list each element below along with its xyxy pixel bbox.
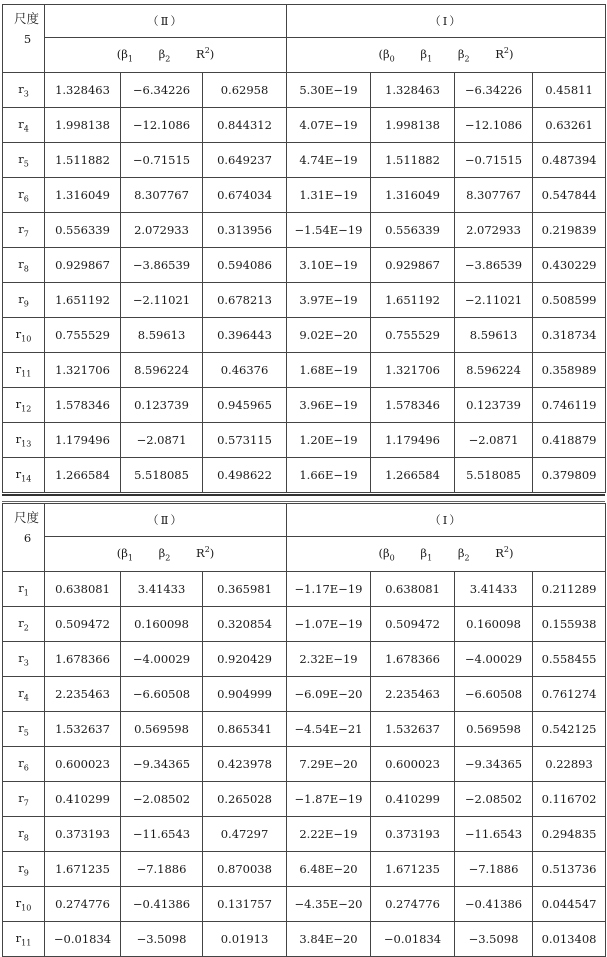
table-row [3,283,606,318]
coef-label: $R^2$) [196,545,215,561]
row-index: 6 [23,763,29,773]
tables-root [2,4,605,957]
value-cell: 0.556339 [45,213,121,248]
value-cell: 0.013408 [533,922,606,957]
row-index: 6 [23,194,29,204]
value-cell: −4.00029 [121,642,203,677]
value-cell: 0.01913 [203,922,287,957]
table-row [3,318,606,353]
row-index: 8 [23,833,29,843]
value-cell: 0.320854 [203,607,287,642]
value-cell: 0.365981 [203,572,287,607]
value-cell: 4.74E−19 [287,143,371,178]
value-cell: −1.54E−19 [287,213,371,248]
row-index: 7 [23,229,29,239]
value-cell: 0.556339 [371,213,455,248]
row-index: 14 [21,474,32,484]
value-cell: 1.31E−19 [287,178,371,213]
value-cell: −4.35E−20 [287,887,371,922]
coef-label: ($\beta_1$ [116,47,133,64]
scale-label: 尺度 [13,11,39,26]
row-label: $r_2$ [3,607,45,642]
value-cell: −0.71515 [455,143,533,178]
value-cell: 7.29E−20 [287,747,371,782]
value-cell: 1.998138 [371,108,455,143]
value-cell: 0.358989 [533,353,606,388]
value-cell: 1.998138 [45,108,121,143]
value-cell: −2.08502 [455,782,533,817]
value-cell: 0.498622 [203,458,287,493]
value-cell: 5.518085 [121,458,203,493]
value-cell: −1.07E−19 [287,607,371,642]
coef-label: $R^2$) [495,46,514,62]
value-cell: −6.60508 [455,677,533,712]
value-cell: 0.430229 [533,248,606,283]
value-cell: 0.45811 [533,73,606,108]
value-cell: 2.32E−19 [287,642,371,677]
row-label: $r_6$ [3,178,45,213]
value-cell: 1.321706 [45,353,121,388]
row-index: 5 [23,728,29,738]
table-row [3,108,606,143]
row-index: 4 [23,693,29,703]
value-cell: 0.678213 [203,283,287,318]
value-cell: −6.09E−20 [287,677,371,712]
value-cell: 0.755529 [371,318,455,353]
scale-number: 6 [23,531,32,545]
scale-label: 尺度 [13,510,39,525]
value-cell: 0.558455 [533,642,606,677]
row-label: $r_{12}$ [3,388,45,423]
group-ii-header: （Ⅱ） [45,5,287,38]
value-cell: 0.044547 [533,887,606,922]
group-ii-coefficients [45,537,287,572]
value-cell: −3.5098 [455,922,533,957]
value-cell: −3.86539 [121,248,203,283]
table-row [3,712,606,747]
row-label: $r_4$ [3,677,45,712]
value-cell: 0.274776 [371,887,455,922]
scale-table [2,4,606,493]
coef-label: $\beta_2$ [158,546,171,563]
value-cell: −0.41386 [455,887,533,922]
group-ii-header: （Ⅱ） [45,504,287,537]
table-row [3,248,606,283]
coef-label: ($\beta_0$ [378,546,395,563]
table-row [3,353,606,388]
row-label: $r_{10}$ [3,887,45,922]
row-label: $r_6$ [3,747,45,782]
row-label: $r_7$ [3,782,45,817]
row-index: 12 [21,404,32,414]
value-cell: 0.373193 [45,817,121,852]
value-cell: 0.160098 [455,607,533,642]
value-cell: 2.072933 [455,213,533,248]
row-label: $r_4$ [3,108,45,143]
value-cell: 0.761274 [533,677,606,712]
value-cell: −2.11021 [455,283,533,318]
table-row [3,572,606,607]
value-cell: 1.671235 [371,852,455,887]
value-cell: 5.518085 [455,458,533,493]
row-index: 9 [23,868,29,878]
group-i-header: （Ⅰ） [287,5,606,38]
value-cell: 0.865341 [203,712,287,747]
scale-cell [3,504,45,572]
value-cell: −9.34365 [121,747,203,782]
value-cell: 0.600023 [371,747,455,782]
row-label: $r_{14}$ [3,458,45,493]
row-index: 3 [23,658,29,668]
value-cell: 0.423978 [203,747,287,782]
value-cell: −11.6543 [121,817,203,852]
table-row [3,817,606,852]
value-cell: 1.266584 [371,458,455,493]
row-index: 10 [21,903,32,913]
value-cell: −0.01834 [371,922,455,957]
value-cell: 0.410299 [371,782,455,817]
value-cell: 1.671235 [45,852,121,887]
value-cell: 8.59613 [121,318,203,353]
value-cell: 0.487394 [533,143,606,178]
value-cell: −0.71515 [121,143,203,178]
value-cell: 2.22E−19 [287,817,371,852]
value-cell: 0.63261 [533,108,606,143]
value-cell: 1.578346 [371,388,455,423]
coef-label: $\beta_2$ [457,47,470,64]
value-cell: 1.532637 [45,712,121,747]
value-cell: 0.116702 [533,782,606,817]
table-row [3,73,606,108]
value-cell: 0.47297 [203,817,287,852]
value-cell: 0.844312 [203,108,287,143]
value-cell: 0.62958 [203,73,287,108]
table-row [3,423,606,458]
value-cell: 0.373193 [371,817,455,852]
value-cell: 3.41433 [121,572,203,607]
row-label: $r_{13}$ [3,423,45,458]
value-cell: 0.294835 [533,817,606,852]
value-cell: 1.316049 [371,178,455,213]
value-cell: −3.86539 [455,248,533,283]
value-cell: 0.569598 [121,712,203,747]
value-cell: 1.328463 [45,73,121,108]
row-label: $r_1$ [3,572,45,607]
value-cell: 3.41433 [455,572,533,607]
table-row [3,388,606,423]
value-cell: 0.600023 [45,747,121,782]
regression-document [2,4,605,957]
value-cell: 3.96E−19 [287,388,371,423]
value-cell: 0.211289 [533,572,606,607]
value-cell: −1.17E−19 [287,572,371,607]
value-cell: 4.07E−19 [287,108,371,143]
row-label: $r_3$ [3,73,45,108]
value-cell: 0.929867 [371,248,455,283]
value-cell: 8.59613 [455,318,533,353]
value-cell: 3.97E−19 [287,283,371,318]
coef-label: $\beta_2$ [457,546,470,563]
table-row [3,642,606,677]
value-cell: 0.22893 [533,747,606,782]
table-row [3,782,606,817]
value-cell: 0.313956 [203,213,287,248]
value-cell: −4.00029 [455,642,533,677]
coef-label: $\beta_2$ [158,47,171,64]
value-cell: 0.513736 [533,852,606,887]
row-index: 7 [23,798,29,808]
value-cell: −1.87E−19 [287,782,371,817]
row-index: 5 [23,159,29,169]
coef-label: $R^2$) [196,46,215,62]
group-i-coefficients [287,537,606,572]
value-cell: 5.30E−19 [287,73,371,108]
value-cell: 1.532637 [371,712,455,747]
value-cell: 9.02E−20 [287,318,371,353]
value-cell: 1.68E−19 [287,353,371,388]
value-cell: 0.131757 [203,887,287,922]
row-index: 1 [23,588,29,598]
row-index: 3 [23,89,29,99]
value-cell: −6.34226 [455,73,533,108]
value-cell: 1.678366 [45,642,121,677]
value-cell: 1.511882 [45,143,121,178]
table-row [3,143,606,178]
value-cell: 0.542125 [533,712,606,747]
value-cell: 0.746119 [533,388,606,423]
value-cell: −7.1886 [455,852,533,887]
value-cell: 1.328463 [371,73,455,108]
value-cell: −6.60508 [121,677,203,712]
value-cell: 0.265028 [203,782,287,817]
value-cell: 0.219839 [533,213,606,248]
table-row [3,747,606,782]
row-label: $r_5$ [3,712,45,747]
value-cell: −12.1086 [455,108,533,143]
value-cell: −3.5098 [121,922,203,957]
group-ii-coefficients [45,38,287,73]
group-i-header: （Ⅰ） [287,504,606,537]
value-cell: 2.235463 [45,677,121,712]
value-cell: −12.1086 [121,108,203,143]
coef-label: $\beta_1$ [420,47,433,64]
value-cell: 1.316049 [45,178,121,213]
value-cell: −7.1886 [121,852,203,887]
row-index: 9 [23,299,29,309]
row-index: 8 [23,264,29,274]
value-cell: −2.11021 [121,283,203,318]
coef-label: $\beta_1$ [420,546,433,563]
row-index: 11 [21,369,32,379]
row-label: $r_8$ [3,817,45,852]
value-cell: 0.509472 [371,607,455,642]
value-cell: 8.596224 [455,353,533,388]
value-cell: 0.674034 [203,178,287,213]
row-index: 4 [23,124,29,134]
value-cell: −0.01834 [45,922,121,957]
value-cell: 3.84E−20 [287,922,371,957]
row-index: 11 [21,938,32,948]
value-cell: 0.594086 [203,248,287,283]
value-cell: 0.638081 [45,572,121,607]
value-cell: 0.920429 [203,642,287,677]
value-cell: 1.651192 [45,283,121,318]
row-index: 2 [23,623,29,633]
value-cell: 1.179496 [45,423,121,458]
value-cell: 0.418879 [533,423,606,458]
value-cell: 0.396443 [203,318,287,353]
value-cell: 0.945965 [203,388,287,423]
value-cell: 8.596224 [121,353,203,388]
table-row [3,887,606,922]
value-cell: 0.569598 [455,712,533,747]
table-row [3,852,606,887]
scale-cell [3,5,45,73]
row-label: $r_9$ [3,852,45,887]
value-cell: 8.307767 [455,178,533,213]
coef-label: ($\beta_1$ [116,546,133,563]
table-row [3,458,606,493]
table-row [3,213,606,248]
value-cell: 0.755529 [45,318,121,353]
value-cell: −9.34365 [455,747,533,782]
row-label: $r_{11}$ [3,922,45,957]
table-row [3,178,606,213]
value-cell: −6.34226 [121,73,203,108]
row-index: 13 [21,439,32,449]
value-cell: 0.649237 [203,143,287,178]
value-cell: 1.651192 [371,283,455,318]
value-cell: 8.307767 [121,178,203,213]
value-cell: 1.511882 [371,143,455,178]
table-row [3,607,606,642]
row-label: $r_7$ [3,213,45,248]
value-cell: 1.179496 [371,423,455,458]
value-cell: −2.0871 [455,423,533,458]
row-label: $r_{10}$ [3,318,45,353]
value-cell: 0.274776 [45,887,121,922]
value-cell: 0.509472 [45,607,121,642]
value-cell: 0.904999 [203,677,287,712]
table-row [3,922,606,957]
value-cell: 0.573115 [203,423,287,458]
row-label: $r_9$ [3,283,45,318]
table-row [3,677,606,712]
row-index: 10 [21,334,32,344]
value-cell: 1.66E−19 [287,458,371,493]
value-cell: 0.160098 [121,607,203,642]
value-cell: 0.318734 [533,318,606,353]
value-cell: 0.379809 [533,458,606,493]
value-cell: 3.10E−19 [287,248,371,283]
value-cell: 1.678366 [371,642,455,677]
value-cell: 0.155938 [533,607,606,642]
value-cell: 0.870038 [203,852,287,887]
value-cell: 1.20E−19 [287,423,371,458]
coef-label: ($\beta_0$ [378,47,395,64]
value-cell: 0.929867 [45,248,121,283]
scale-table [2,503,606,957]
value-cell: 0.508599 [533,283,606,318]
value-cell: 0.46376 [203,353,287,388]
value-cell: 1.266584 [45,458,121,493]
row-label: $r_3$ [3,642,45,677]
value-cell: 2.235463 [371,677,455,712]
value-cell: 6.48E−20 [287,852,371,887]
value-cell: 0.547844 [533,178,606,213]
value-cell: −0.41386 [121,887,203,922]
value-cell: −4.54E−21 [287,712,371,747]
value-cell: 1.578346 [45,388,121,423]
row-label: $r_{11}$ [3,353,45,388]
value-cell: 0.410299 [45,782,121,817]
value-cell: −2.0871 [121,423,203,458]
scale-number: 5 [23,32,32,46]
section-divider [2,494,605,502]
row-label: $r_5$ [3,143,45,178]
row-label: $r_8$ [3,248,45,283]
value-cell: 0.123739 [121,388,203,423]
coef-label: $R^2$) [495,545,514,561]
value-cell: −11.6543 [455,817,533,852]
value-cell: 0.123739 [455,388,533,423]
value-cell: 1.321706 [371,353,455,388]
group-i-coefficients [287,38,606,73]
value-cell: 0.638081 [371,572,455,607]
value-cell: 2.072933 [121,213,203,248]
value-cell: −2.08502 [121,782,203,817]
